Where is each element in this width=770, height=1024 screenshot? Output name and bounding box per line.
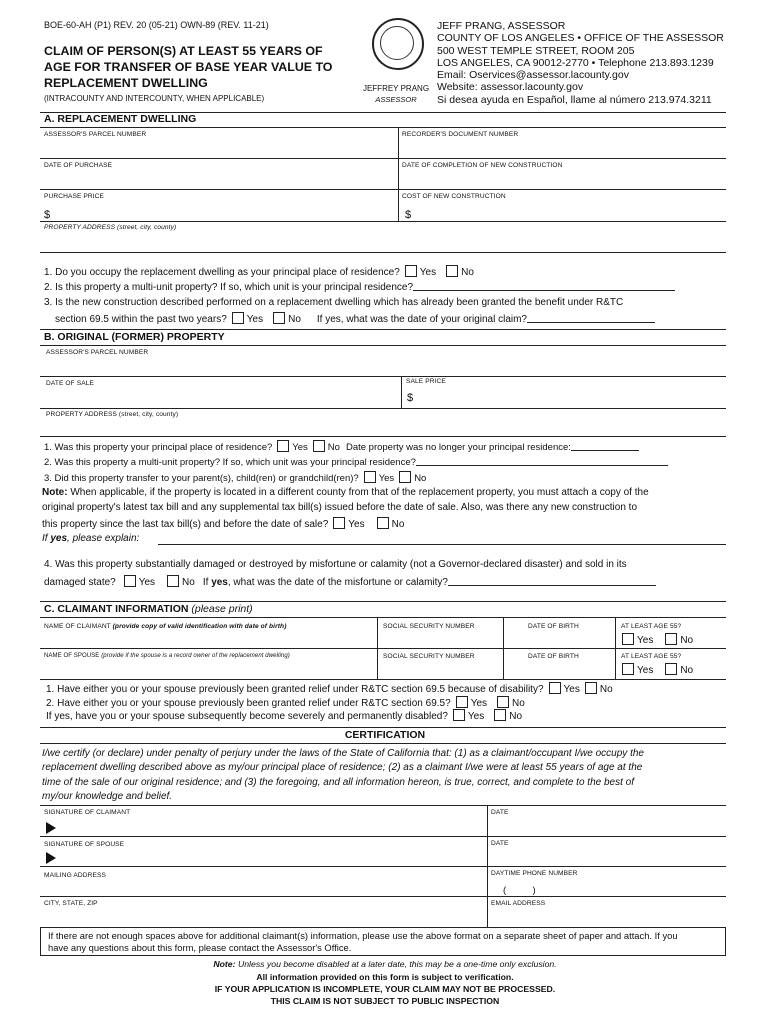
q4-yes-word: yes [211,577,228,588]
cert-line: I/we certify (or declare) under penalty of perjury under the laws of the State of California that: (1) as a claimant/occupant I/we occupy the [42,748,644,759]
a-q2-answer-field[interactable] [413,281,675,291]
note-line-1 [42,487,649,498]
b-construction-no-checkbox[interactable] [377,517,389,529]
spouse-age55-no-checkbox[interactable] [665,663,677,675]
b-construction-yes-checkbox[interactable] [333,517,345,529]
purchase-price-label: PURCHASE PRICE [44,193,105,200]
section-a-question-3-cont [55,312,655,325]
no-label: No [599,684,613,695]
column-divider [398,127,399,221]
section-c-question-3 [46,709,522,722]
c-q3-no-checkbox[interactable] [494,709,506,721]
yes-label: Yes [419,267,437,278]
footer-verification: All information provided on this form is subject to verification. [256,972,514,982]
section-c-title: C. CLAIMANT INFORMATION [44,603,189,615]
office-line: 500 WEST TEMPLE STREET, ROOM 205 [437,44,635,57]
section-b-question-4-cont [44,575,656,588]
footer-note [0,959,770,969]
explain-prompt [42,533,139,544]
sale-price-field[interactable]: $ [407,392,414,404]
c-q1-no-checkbox[interactable] [585,682,597,694]
section-b-question-2 [44,456,668,468]
yes-label: Yes [246,314,264,325]
yes-label: Yes [467,711,485,722]
question-text: section 69.5 within the past two years? [55,314,227,325]
sale-price-label: SALE PRICE [406,378,446,385]
yes-label: Yes [470,698,488,709]
section-c-question-2 [46,696,525,709]
additional-info-line-1: If there are not enough spaces above for additional claimant(s) information, please use the above format on a separate sheet of paper and attach. If you [48,930,678,941]
divider [40,221,726,222]
no-label: No [680,665,694,676]
spouse-dob-label: DATE OF BIRTH [528,653,579,660]
divider [40,189,726,190]
question-text: , what was the date of the misfortune or calamity? [227,577,448,588]
no-label: No [680,635,694,646]
b-property-address-label: PROPERTY ADDRESS (street, city, county) [46,411,179,418]
footer-note-text: Unless you become disabled at a later date, this may be a one-time only exclusion. [237,959,557,969]
form-number: BOE-60-AH (P1) REV. 20 (05-21) OWN-89 (REV. 11-21) [44,20,269,30]
claimant-age55-options [617,633,693,646]
claimant-date-label: DATE [491,809,509,816]
c-q2-no-checkbox[interactable] [497,696,509,708]
cost-construction-label: COST OF NEW CONSTRUCTION [402,193,506,200]
explain-prefix: If [42,533,51,544]
divider [40,679,726,680]
no-label: No [509,711,523,722]
cost-construction-field[interactable]: $ [405,209,412,221]
cert-line: time of the sale of our original residence; and (3) the foregoing, and all information hereon, is true, correct, and complete to the best of [42,776,635,788]
spouse-age55-label: AT LEAST AGE 55? [621,653,682,660]
label-note: (provide copy of valid identification with date of birth) [112,623,287,630]
a-q3-date-field[interactable] [527,313,655,323]
footer-incomplete-warning: IF YOUR APPLICATION IS INCOMPLETE, YOUR CLAIM MAY NOT BE PROCESSED. [214,984,556,994]
question-text: damaged state? [44,577,116,588]
no-label: No [414,473,427,484]
note-text: this property since the last tax bill(s) and before the date of sale? [42,519,329,530]
yes-label: Yes [292,442,308,453]
divider [40,408,726,409]
cert-line: my/our knowledge and belief. [42,790,173,802]
claimant-age55-label: AT LEAST AGE 55? [621,623,682,630]
spouse-age55-yes-checkbox[interactable] [622,663,634,675]
divider [40,436,726,437]
yes-label: Yes [637,665,654,676]
c-q1-yes-checkbox[interactable] [549,682,561,694]
spouse-signature-field[interactable] [60,845,480,865]
divider [40,345,726,346]
a-q3-yes-checkbox[interactable] [232,312,244,324]
yes-label: Yes [378,473,395,484]
no-label: No [391,519,405,530]
section-a-heading: A. REPLACEMENT DWELLING [44,113,197,125]
label-text: NAME OF SPOUSE [44,653,100,659]
b-q3-no-checkbox[interactable] [399,471,411,483]
spouse-date-label: DATE [491,840,509,847]
b-q4-date-field[interactable] [448,576,656,586]
no-label: No [512,698,525,709]
apn-label: ASSESSOR'S PARCEL NUMBER [44,131,147,138]
spouse-name-label [44,653,290,659]
question-text: If yes, have you or your spouse subsequently become severely and permanently disabled? [46,711,448,722]
office-contact-block [437,20,724,106]
section-a-question-3: 3. Is the new construction described performed on a replacement dwelling which has already been granted the benefit under R&TC [44,297,624,308]
form-title [44,43,354,91]
county-seal-icon [372,18,424,70]
divider [40,836,726,837]
a-q3-no-checkbox[interactable] [273,312,285,324]
a-q1-yes-checkbox[interactable] [405,265,417,277]
title-line-2: AGE FOR TRANSFER OF BASE YEAR VALUE TO [44,60,333,74]
title-line-3: REPLACEMENT DWELLING [44,76,208,90]
office-spanish-help: Si desea ayuda en Español, llame al número 213.974.3211 [437,93,712,106]
divider [40,127,726,128]
section-c-heading [44,603,253,615]
seal-inner-ring [380,26,414,60]
divider [40,252,726,253]
question-text: If [202,577,212,588]
claimant-age55-yes-checkbox[interactable] [622,633,634,645]
title-line-1: CLAIM OF PERSON(S) AT LEAST 55 YEARS OF [44,44,323,58]
divider [40,743,726,744]
a-q1-no-checkbox[interactable] [446,265,458,277]
divider [40,727,726,728]
divider [40,601,726,602]
section-c-question-1 [46,682,613,695]
question-text: 1. Have either you or your spouse previously been granted relief under R&TC section 69.5 because of disability? [46,684,544,695]
question-text: Date property was no longer your principal residence: [345,442,571,453]
yes-label: Yes [637,635,654,646]
note-label: Note: [42,487,68,498]
property-address-label: PROPERTY ADDRESS (street, city, county) [44,224,177,231]
note-line-2: original property's latest tax bill and any supplemental tax bill(s) issued before the date of sale. Also, was there any new construction to [42,502,638,513]
date-sale-label: DATE OF SALE [46,380,94,387]
phone-field[interactable]: ( ) [503,885,536,896]
additional-info-line-2: have any questions about this form, please contact the Assessor's Office. [48,942,352,953]
section-c-note: (please print) [191,603,253,615]
city-state-zip-label: CITY, STATE, ZIP [44,900,98,907]
divider [40,158,726,159]
claimant-name-label [44,623,286,630]
b-q2-answer-field[interactable] [416,456,668,466]
sig-spouse-label: SIGNATURE OF SPOUSE [44,841,125,848]
certification-text [42,747,726,804]
yes-label: Yes [563,684,580,695]
question-text: 2. Was this property a multi-unit property? If so, which unit was your principal residence? [44,457,416,468]
b-q1-no-checkbox[interactable] [313,440,325,452]
c-q2-yes-checkbox[interactable] [456,696,468,708]
claimant-dob-label: DATE OF BIRTH [528,623,579,630]
phone-label: DAYTIME PHONE NUMBER [491,870,578,877]
claimant-signature-field[interactable] [60,814,480,836]
explain-answer-field[interactable] [158,544,726,545]
label-note: (provide if the spouse is a record owner of the replacement dwelling) [101,653,290,659]
purchase-price-field[interactable]: $ [44,209,51,221]
b-q3-yes-checkbox[interactable] [364,471,376,483]
question-text: 1. Was this property your principal place of residence? [44,442,273,453]
divider [40,329,726,330]
office-line: JEFF PRANG, ASSESSOR [437,20,566,32]
claimant-age55-no-checkbox[interactable] [665,633,677,645]
b-q1-yes-checkbox[interactable] [277,440,289,452]
b-q4-yes-checkbox[interactable] [124,575,136,587]
assessor-name: JEFFREY PRANG [362,84,430,93]
question-text: 3. Did this property transfer to your parent(s), child(ren) or grandchild(ren)? [44,473,359,484]
office-website: Website: assessor.lacounty.gov [437,81,584,94]
divider [40,896,726,897]
question-text: 2. Is this property a multi-unit property? If so, which unit is your principal residence? [44,282,414,293]
sig-claimant-label: SIGNATURE OF CLAIMANT [44,809,131,816]
section-a-question-2 [44,281,675,293]
sign-here-arrow-icon [46,822,56,834]
form-subtitle: (INTRACOUNTY AND INTERCOUNTY, WHEN APPLICABLE) [44,94,265,103]
section-b-heading: B. ORIGINAL (FORMER) PROPERTY [44,331,225,343]
question-text: If yes, what was the date of your original claim? [316,314,527,325]
section-b-question-1 [44,440,639,453]
footer-note-label: Note: [213,959,236,969]
label-text: NAME OF CLAIMANT [44,623,111,630]
note-line-3 [42,517,404,530]
claimant-ssn-label: SOCIAL SECURITY NUMBER [383,623,475,630]
explain-suffix: , please explain: [67,533,140,544]
no-label: No [182,577,195,588]
office-line: COUNTY OF LOS ANGELES • OFFICE OF THE ASSESSOR [437,32,724,45]
section-b-question-4: 4. Was this property substantially damaged or destroyed by misfortune or calamity (not a Governor-declared disaster) and sold in its [44,559,627,570]
section-a-question-1 [44,265,474,278]
explain-yes: yes [50,533,68,544]
office-line: LOS ANGELES, CA 90012-2770 • Telephone 213.893.1239 [437,56,714,69]
office-email: Email: Oservices@assessor.lacounty.gov [437,69,629,82]
note-text: When applicable, if the property is located in a different county from that of the replacement property, you must attach a copy of the [70,487,649,498]
spouse-age55-options [617,663,693,676]
divider [40,805,726,806]
column-divider [401,376,402,408]
section-b-question-3 [44,471,426,484]
date-completion-label: DATE OF COMPLETION OF NEW CONSTRUCTION [402,162,563,169]
recorder-doc-label: RECORDER'S DOCUMENT NUMBER [402,131,519,138]
spouse-ssn-label: SOCIAL SECURITY NUMBER [383,653,475,660]
no-label: No [461,267,474,278]
cert-line: replacement dwelling described above as my/our principal place of residence; (2) as a claimant I/we were at least 55 years of age at the [42,762,643,774]
assessor-title: ASSESSOR [375,95,417,104]
certification-heading: CERTIFICATION [344,729,426,741]
c-q3-yes-checkbox[interactable] [453,709,465,721]
yes-label: Yes [138,577,156,588]
b-q4-no-checkbox[interactable] [167,575,179,587]
question-text: 1. Do you occupy the replacement dwelling as your principal place of residence? [44,267,400,278]
question-text: 2. Have either you or your spouse previously been granted relief under R&TC section 69.5? [46,698,451,709]
divider [40,617,726,618]
date-purchase-label: DATE OF PURCHASE [44,162,113,169]
no-label: No [327,442,340,453]
yes-label: Yes [348,519,365,530]
divider [40,376,726,377]
divider [40,866,726,867]
footer-public-inspection: THIS CLAIM IS NOT SUBJECT TO PUBLIC INSPECTION [270,996,500,1006]
email-label: EMAIL ADDRESS [491,900,546,907]
b-apn-label: ASSESSOR'S PARCEL NUMBER [46,349,149,356]
mailing-address-label: MAILING ADDRESS [44,872,106,879]
no-label: No [288,314,301,325]
divider [40,648,726,649]
sign-here-arrow-icon [46,852,56,864]
b-q1-date-field[interactable] [571,441,639,451]
